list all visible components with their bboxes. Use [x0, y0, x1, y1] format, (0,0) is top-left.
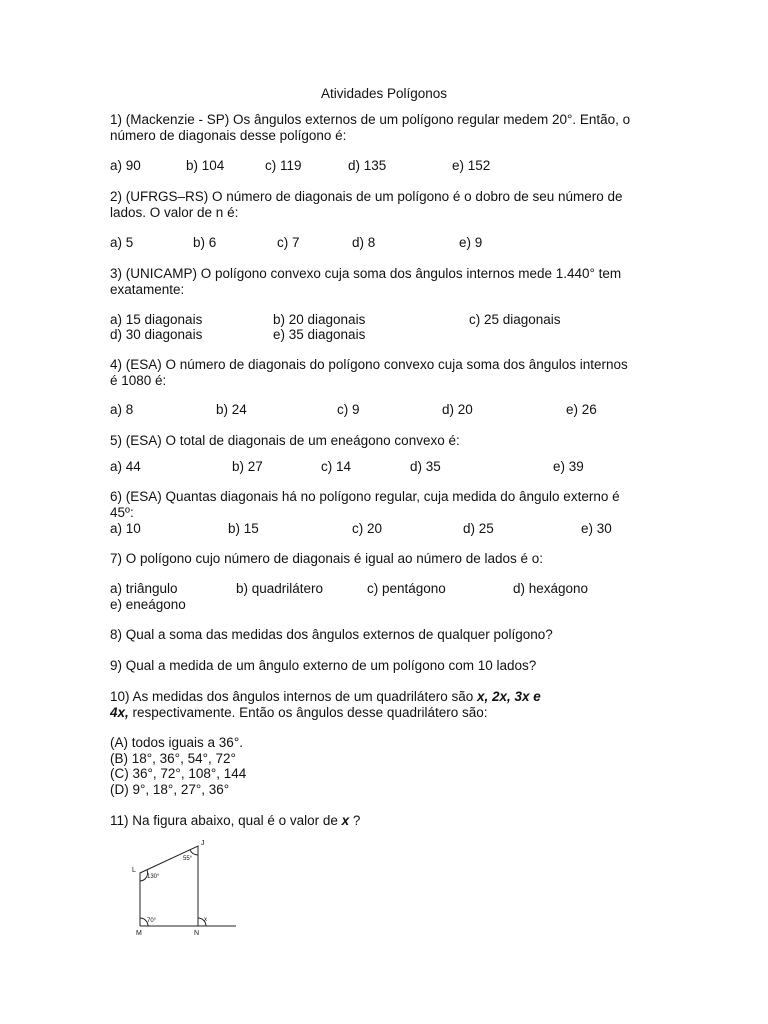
question-11-text-part: 11) Na figura abaixo, qual é o valor de — [110, 813, 342, 828]
q4-option-b: b) 24 — [216, 402, 247, 417]
q10-option-c: (C) 36°, 72°, 108°, 144 — [110, 766, 247, 781]
q3-option-e: e) 35 diagonais — [273, 327, 366, 342]
question-11-text — [110, 813, 360, 829]
question-7-text: 7) O polígono cujo número de diagonais é igual ao número de lados é o: — [110, 551, 544, 566]
vertex-label-l: L — [132, 867, 136, 874]
question-2-text: lados. O valor de n é: — [110, 205, 239, 220]
q2-option-b: b) 6 — [193, 235, 217, 250]
angle-label-m: 70° — [147, 918, 157, 924]
question-10-text — [110, 705, 488, 721]
question-4-text: é 1080 é: — [110, 373, 167, 388]
q5-option-d: d) 35 — [410, 459, 441, 474]
angle-label-j: 55° — [183, 856, 193, 862]
question-11-text-part: ? — [349, 813, 361, 828]
question-10-text-part: 10) As medidas dos ângulos internos de um quadrilátero são — [110, 689, 477, 704]
q10-option-a: (A) todos iguais a 36°. — [110, 735, 243, 750]
q3-option-a: a) 15 diagonais — [110, 312, 203, 327]
question-10-variables: x, 2x, 3x e — [476, 689, 541, 704]
q2-option-d: d) 8 — [352, 235, 376, 250]
q1-option-b: b) 104 — [186, 158, 225, 173]
question-11-variable: x — [341, 813, 350, 828]
q3-option-b: b) 20 diagonais — [273, 312, 366, 327]
q10-option-d: (D) 9°, 18°, 27°, 36° — [110, 782, 230, 797]
question-6-text: 6) (ESA) Quantas diagonais há no polígono regular, cuja medida do ângulo externo é — [110, 489, 620, 504]
q7-option-c: c) pentágono — [367, 581, 446, 596]
question-6-text: 45º: — [110, 505, 134, 520]
page-title: Atividades Polígonos — [320, 86, 448, 101]
q4-option-e: e) 26 — [566, 402, 597, 417]
question-10-variables: 4x, — [110, 705, 129, 720]
q10-option-b: (B) 18°, 36°, 54°, 72° — [110, 751, 236, 766]
q7-option-a: a) triângulo — [110, 581, 178, 596]
q1-option-a: a) 90 — [110, 158, 141, 173]
q1-option-d: d) 135 — [348, 158, 387, 173]
vertex-label-j: J — [201, 840, 205, 847]
q5-option-e: e) 39 — [553, 459, 584, 474]
quadrilateral-figure — [128, 836, 240, 940]
q7-option-d: d) hexágono — [513, 581, 589, 596]
q1-option-c: c) 119 — [265, 158, 302, 173]
q4-option-d: d) 20 — [442, 402, 473, 417]
question-10-text-part: respectivamente. Então os ângulos desse quadrilátero são: — [128, 705, 488, 720]
q3-option-c: c) 25 diagonais — [469, 312, 561, 327]
q2-option-e: e) 9 — [459, 235, 483, 250]
q4-option-c: c) 9 — [337, 402, 360, 417]
q2-option-a: a) 5 — [110, 235, 134, 250]
q6-option-b: b) 15 — [228, 521, 259, 536]
q6-option-e: e) 30 — [581, 521, 612, 536]
question-10-text — [110, 689, 541, 705]
q5-option-a: a) 44 — [110, 459, 141, 474]
question-1-text: 1) (Mackenzie - SP) Os ângulos externos de um polígono regular medem 20°. Então, o — [110, 112, 631, 127]
question-9-text: 9) Qual a medida de um ângulo externo de um polígono com 10 lados? — [110, 658, 537, 673]
q5-option-c: c) 14 — [321, 459, 352, 474]
angle-arc-j — [190, 850, 198, 855]
question-4-text: 4) (ESA) O número de diagonais do polígono convexo cuja soma dos ângulos internos — [110, 357, 628, 372]
question-8-text: 8) Qual a soma das medidas dos ângulos externos de qualquer polígono? — [110, 627, 553, 642]
vertex-label-n: N — [194, 930, 200, 937]
question-2-text: 2) (UFRGS–RS) O número de diagonais de um polígono é o dobro de seu número de — [110, 189, 623, 204]
q4-option-a: a) 8 — [110, 402, 134, 417]
q6-option-c: c) 20 — [352, 521, 383, 536]
q7-option-b: b) quadrilátero — [236, 581, 324, 596]
question-3-text: 3) (UNICAMP) O polígono convexo cuja soma dos ângulos internos mede 1.440° tem — [110, 266, 622, 281]
q1-option-e: e) 152 — [452, 158, 491, 173]
vertex-label-m: M — [136, 930, 142, 937]
question-3-text: exatamente: — [110, 282, 185, 297]
q2-option-c: c) 7 — [277, 235, 300, 250]
q6-option-d: d) 25 — [463, 521, 494, 536]
question-5-text: 5) (ESA) O total de diagonais de um eneágono convexo é: — [110, 433, 460, 448]
q7-option-e: e) eneágono — [110, 597, 186, 612]
angle-label-x: x — [204, 917, 207, 923]
q5-option-b: b) 27 — [232, 459, 263, 474]
q6-option-a: a) 10 — [110, 521, 141, 536]
question-1-text: número de diagonais desse polígono é: — [110, 128, 347, 143]
angle-label-l: 130° — [147, 874, 160, 880]
q3-option-d: d) 30 diagonais — [110, 327, 203, 342]
